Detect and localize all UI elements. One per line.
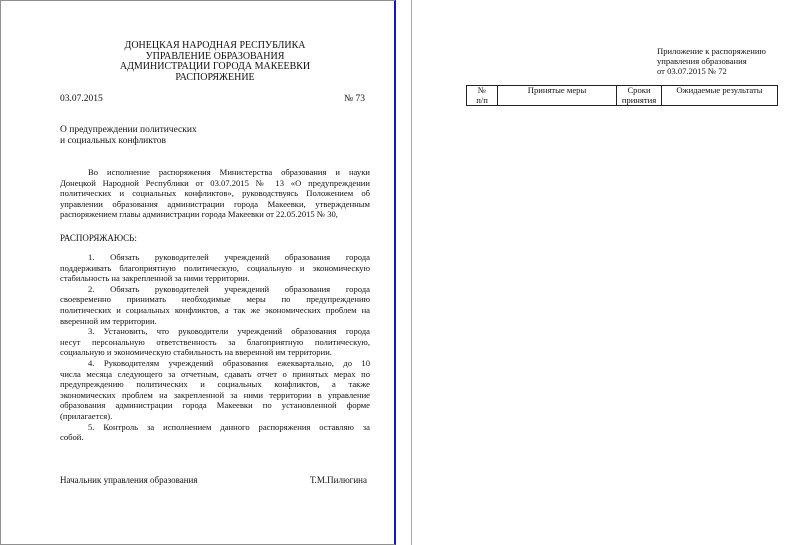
item-line: 1. Обязать руководителей учреждений образования города (88, 252, 370, 262)
item-line: экономических проблем на закрепленной за ними территории в управление (60, 389, 370, 400)
col-number-header (467, 86, 498, 106)
item-line: поддерживать благоприятную политическую, социальную и экономическую (60, 262, 370, 273)
col-deadline-line2: принятия (621, 94, 657, 105)
item-line: (прилагается). (60, 410, 113, 421)
item-line: 3. Установить, что руководители учреждений образования города (88, 326, 370, 337)
item-line: несут персональную ответственность за благоприятную политическую, (60, 336, 370, 347)
item-line: 5. Контроль за исполнением данного распоряжения оставляю за (88, 421, 370, 432)
col-deadline-line1: Сроки (627, 85, 651, 95)
document-number: № 73 (344, 94, 365, 104)
item-line: своевременно принимать необходимые меры по предупреждению (60, 294, 370, 305)
intro-line: распоряжением главы администрации города Макеевки от 22.05.2015 № 30, (60, 209, 338, 220)
header-administration: АДМИНИСТРАЦИИ ГОРОДА МАКЕЕВКИ (119, 61, 311, 72)
signer-name: Т.М.Пилюгина (310, 475, 367, 485)
annex-line-1: Приложение к распоряжению (657, 46, 766, 56)
annex-line-3: от 03.07.2015 № 72 (657, 65, 727, 76)
document-subject (60, 125, 260, 147)
intro-paragraph (60, 167, 370, 220)
header-department: УПРАВЛЕНИЕ ОБРАЗОВАНИЯ (145, 50, 285, 62)
item-line: социальную и экономическую стабильность на вверенной им территории. (60, 347, 332, 358)
signer-title: Начальник управления образования (60, 475, 198, 485)
col-results-header (662, 86, 778, 106)
col-number-line1: № (477, 85, 487, 95)
item-line: политических и социальных конфликтов, а так же экономических проблем на (60, 304, 370, 315)
document-date: 03.07.2015 (60, 94, 103, 104)
col-measures-header (498, 86, 617, 106)
date-number-row (60, 94, 365, 104)
item-line: 4. Руководителям учреждений образования ежеквартально, до 10 (88, 357, 370, 368)
item-line: 2. Обязать руководителей учреждений образования города (88, 283, 370, 294)
item-line: предупреждению политических и социальных конфликтов, а также (60, 379, 370, 390)
subject-line-2: и социальных конфликтов (60, 136, 167, 146)
header-republic: ДОНЕЦКАЯ НАРОДНАЯ РЕСПУБЛИКА (124, 40, 306, 51)
signature-row (60, 475, 367, 485)
order-items (60, 252, 370, 443)
document-page-right (411, 0, 800, 545)
col-number-line2: п/п (476, 94, 488, 105)
col-measures-label: Принятые меры (527, 85, 587, 95)
order-word: РАСПОРЯЖАЮСЬ: (60, 233, 137, 243)
item-line: образования администрации города Макеевки по установленной форме (60, 400, 370, 411)
subject-line-1: О предупреждении политических (60, 125, 197, 135)
annex-table (466, 85, 778, 106)
intro-line: политических и социальных конфликтов», руководствуясь Положением об (60, 188, 370, 199)
item-line: числа месяца следующего за отчетным, сдавать отчет о принятых мерах по (60, 368, 370, 379)
col-deadline-header (617, 86, 662, 106)
document-header (60, 41, 370, 83)
intro-line: Во исполнение распоряжения Министерства образования и науки (88, 167, 370, 177)
annex-line-2: управления образования (657, 55, 747, 66)
intro-line: управлении образования администрации города Макеевки, утвержденным (60, 198, 370, 209)
item-line: собой. (60, 432, 84, 443)
item-line: стабильность на закрепленной за ними территории. (60, 273, 250, 284)
annex-table-header-row (467, 86, 778, 106)
header-document-type: РАСПОРЯЖЕНИЕ (175, 71, 255, 83)
page-gap (396, 0, 411, 545)
intro-line: Донецкой Народной Республики от 03.07.2015 № 13 «О предупреждении (60, 177, 370, 188)
item-line: вверенной им территории. (60, 315, 157, 326)
annex-note (657, 47, 766, 76)
col-results-label: Ожидаемые результаты (676, 85, 763, 95)
